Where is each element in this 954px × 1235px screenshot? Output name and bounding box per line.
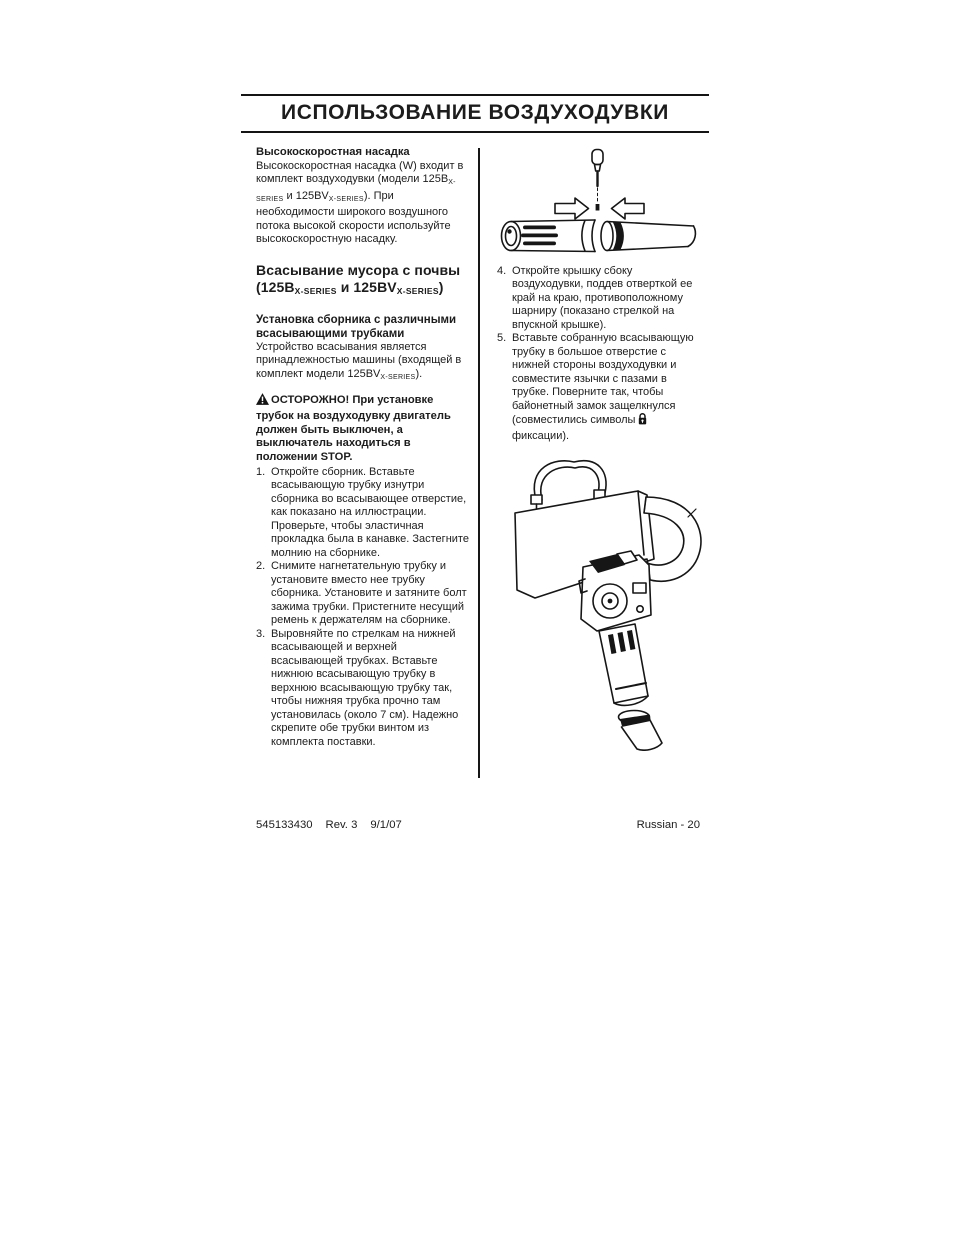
list-item	[256, 466, 470, 561]
list-item	[497, 332, 705, 443]
warning-icon	[256, 393, 269, 410]
warning-text: ОСТОРОЖНО! При установке трубок на воздуходувку двигатель должен быть выключен, а выключатель находиться в положении STOP.	[256, 394, 451, 464]
section-heading-high-speed-nozzle: Высокоскоростная насадка	[256, 146, 410, 158]
paragraph-high-speed-nozzle	[256, 160, 470, 247]
step-text: Откройте сборник. Вставьте всасывающую трубку изнутри сборника во всасывающее отверстие, как показано на иллюстрации. Проверьте, чтобы эластичная прокладка была в канавке. Застегните молнию на сборнике.	[271, 465, 469, 559]
page-title: ИСПОЛЬЗОВАНИЕ ВОЗДУХОДУВКИ	[281, 101, 669, 124]
model-subscript: X-SERIES	[256, 179, 456, 203]
step-number: 4.	[497, 264, 507, 277]
list-item	[497, 265, 705, 333]
model-subscript: X-SERIES	[294, 285, 337, 296]
left-column	[256, 146, 470, 749]
assembly-figure	[497, 451, 705, 756]
model-subscript: X-SERIES	[396, 285, 439, 296]
step-number: 5.	[497, 332, 507, 344]
subsection-heading-bag-installation: Установка сборника с различными всасывающими трубками	[256, 313, 457, 340]
numbered-steps-1-3	[256, 466, 470, 750]
footer-revision: Rev. 3	[325, 819, 358, 831]
assembly-figure-drawing	[497, 451, 702, 751]
step-number: 3.	[256, 627, 266, 640]
list-item	[256, 628, 470, 750]
numbered-steps-4-5	[497, 265, 705, 444]
heading-text: Всасывание мусора с почвы (125B	[256, 261, 461, 295]
footer-page-label: Russian - 20	[636, 819, 700, 831]
footer-doc-number: 545133430	[256, 819, 313, 831]
paragraph-vacuum-attachment	[256, 341, 470, 385]
footer-left	[256, 819, 402, 831]
paragraph-text: Высокоскоростная насадка (W) входит в комплект воздуходувки (модели 125B	[256, 159, 464, 185]
page-title-block	[241, 94, 709, 133]
tubes-figure	[497, 147, 705, 259]
step-text: Выровняйте по стрелкам на нижней всасывающей и верхней всасывающей трубках. Вставьте нижнюю всасывающую трубку в верхнюю всасывающую трубку так, чтобы нижняя трубка прочно там установилась (около 7 см). Надежно скрепите обе трубки винтом из комплекта поставки.	[271, 627, 459, 748]
step-text-part: фиксации).	[512, 429, 570, 442]
warning-paragraph	[256, 393, 470, 465]
paragraph-text: и 125BV	[283, 189, 329, 202]
column-divider-rule	[478, 148, 480, 778]
right-column	[497, 145, 705, 756]
tubes-figure-drawing	[497, 147, 702, 254]
model-subscript: X-SERIES	[380, 373, 416, 381]
step-text-part: Вставьте собранную всасывающую трубку в большое отверстие с нижней стороны воздуходувки и совместите язычки с пазами в трубке. Поверните так, чтобы байонетный замок защелкнулся (совместились символы	[512, 332, 694, 426]
step-number: 2.	[256, 560, 266, 573]
list-item	[256, 560, 470, 628]
paragraph-text: Устройство всасывания является принадлежностью машины (входящей в комплект модели 125BV	[256, 340, 462, 380]
section-heading-vacuum	[256, 262, 470, 300]
footer-date: 9/1/07	[370, 819, 402, 831]
paragraph-text: ).	[415, 367, 423, 380]
step-number: 1.	[256, 465, 266, 478]
lock-icon	[638, 413, 647, 430]
model-subscript: X-SERIES	[328, 195, 364, 203]
paragraph-text: ). При необходимости широкого воздушного потока высокой скорости используйте высокоскоростную насадку.	[256, 189, 451, 245]
step-text	[512, 332, 705, 443]
step-text: Откройте крышку сбоку воздуходувки, поддев отверткой ее край на краю, противоположному шарниру (показано стрелкой на впускной крышке).	[512, 264, 693, 331]
heading-text: )	[438, 278, 444, 295]
heading-text: и 125BV	[336, 278, 397, 295]
step-text: Снимите нагнетательную трубку и установите вместо нее трубку сборника. Установите и затяните болт зажима трубки. Пристегните несущий ремень к держателям на сборнике.	[271, 560, 467, 627]
